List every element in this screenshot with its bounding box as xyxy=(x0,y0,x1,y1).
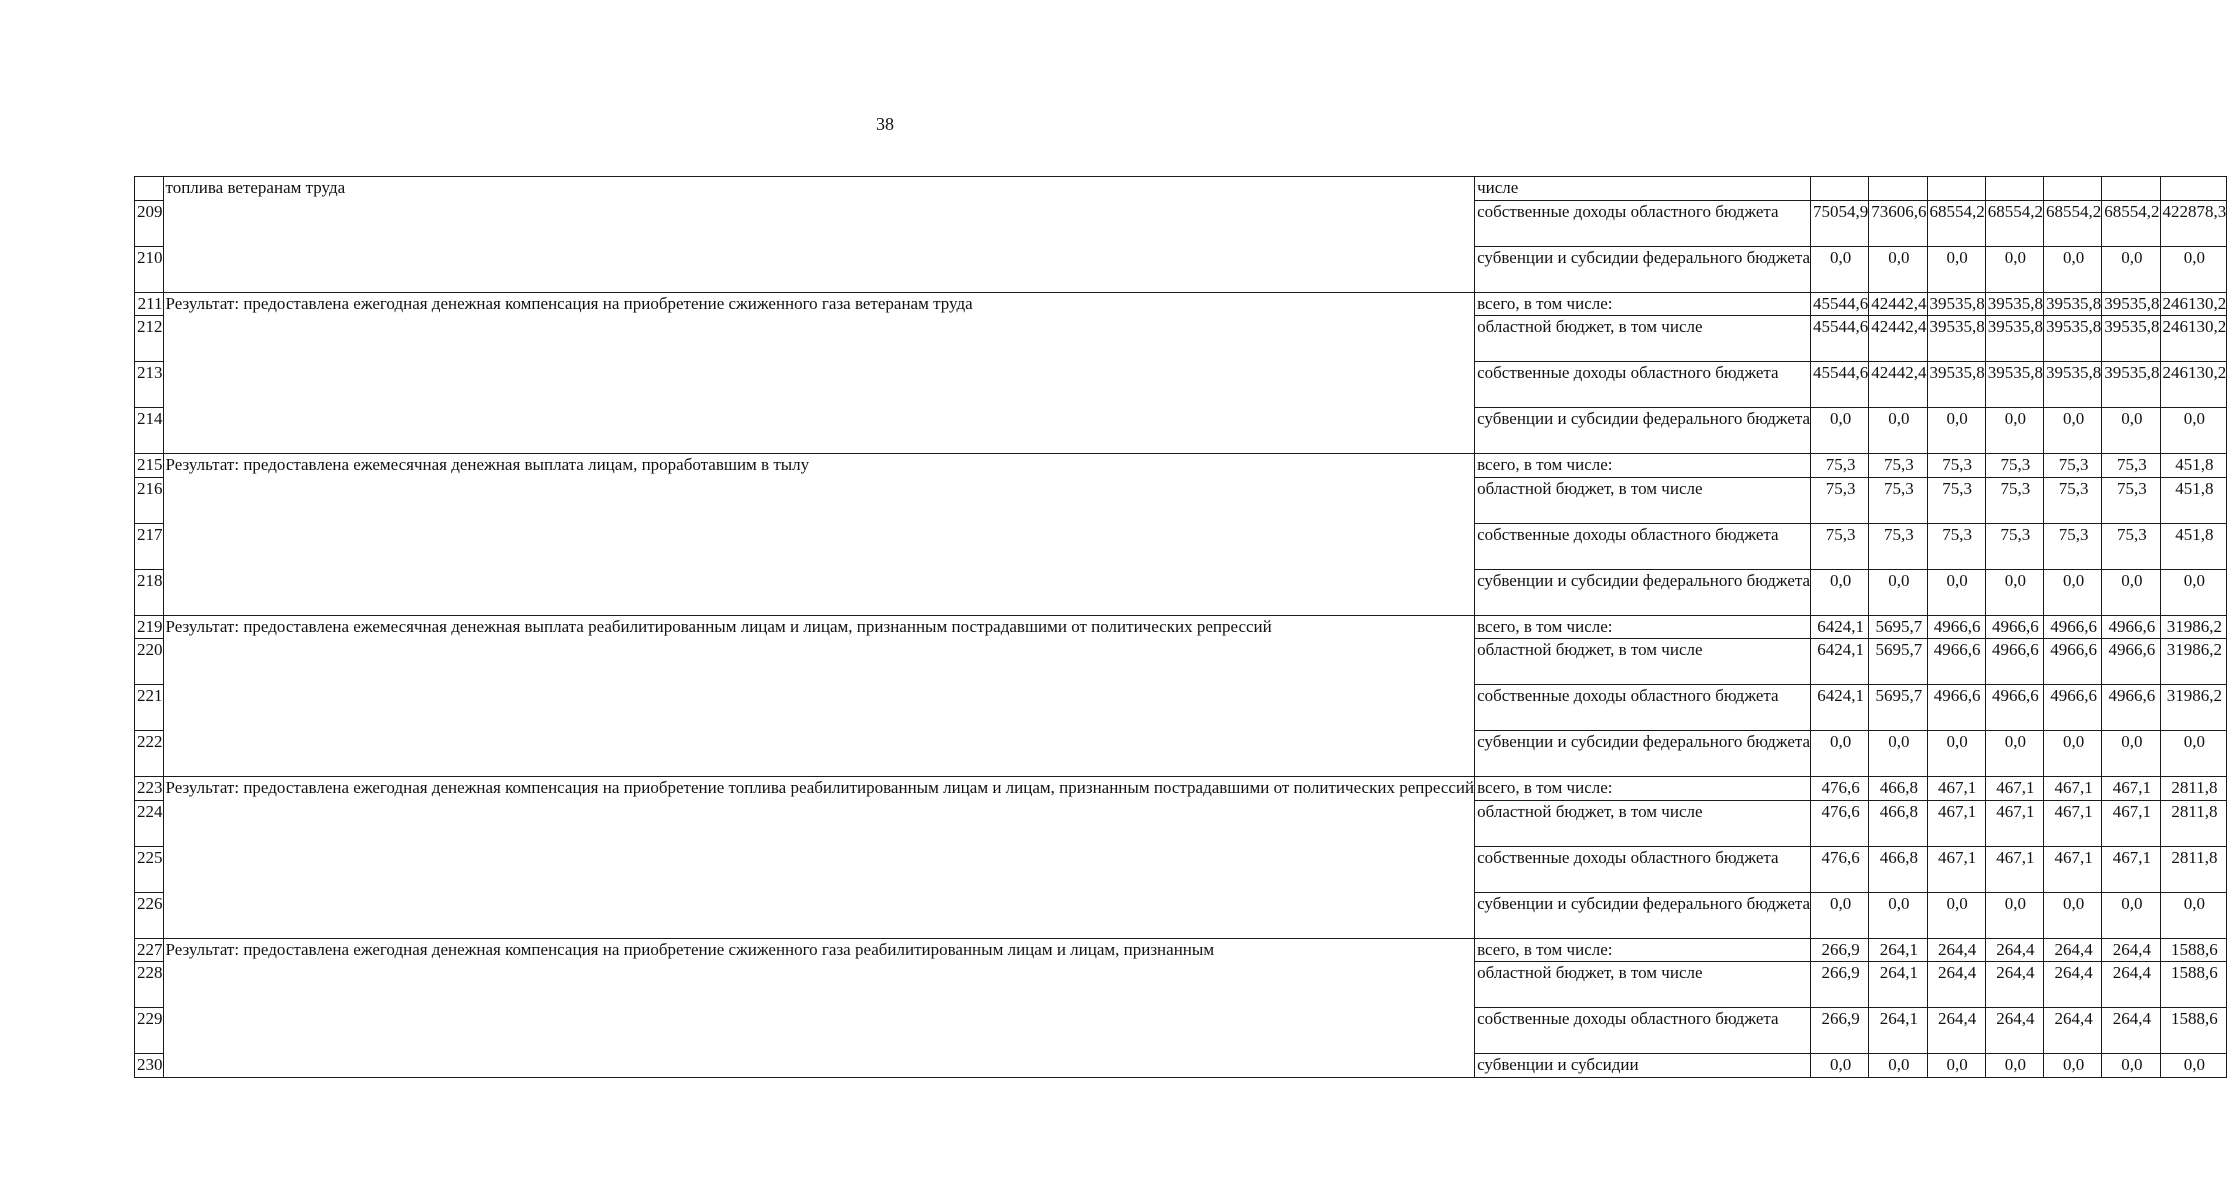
year-value: 75,3 xyxy=(1869,454,1927,478)
year-value: 75,3 xyxy=(1985,454,2043,478)
total-value: 451,8 xyxy=(2160,477,2227,523)
row-number: 230 xyxy=(135,1054,164,1078)
year-value: 264,4 xyxy=(1985,938,2043,962)
row-number: 218 xyxy=(135,569,164,615)
year-value: 0,0 xyxy=(1985,569,2043,615)
result-description: Результат: предоставлена ежегодная денежная компенсация на приобретение топлива реабилитированным лицам и лицам, признанным пострадавшими от политических репрессий xyxy=(163,777,1475,939)
total-value: 31986,2 xyxy=(2160,685,2227,731)
year-value: 75,3 xyxy=(1985,477,2043,523)
year-value: 264,4 xyxy=(2102,938,2160,962)
row-number: 211 xyxy=(135,292,164,316)
funding-source: субвенции и субсидии федерального бюджета xyxy=(1475,246,1811,292)
year-value: 0,0 xyxy=(2102,892,2160,938)
year-value: 476,6 xyxy=(1811,846,1869,892)
year-value: 75,3 xyxy=(1869,523,1927,569)
year-value: 466,8 xyxy=(1869,777,1927,801)
year-value: 4966,6 xyxy=(1927,639,1985,685)
table-row xyxy=(135,292,2227,316)
table-row xyxy=(135,615,2227,639)
year-value: 4966,6 xyxy=(1985,615,2043,639)
row-number: 209 xyxy=(135,200,164,246)
year-value: 75,3 xyxy=(1811,454,1869,478)
year-value: 264,4 xyxy=(1927,1008,1985,1054)
year-value: 0,0 xyxy=(1927,569,1985,615)
year-value: 0,0 xyxy=(1927,408,1985,454)
table-row xyxy=(135,454,2227,478)
year-value: 4966,6 xyxy=(1985,685,2043,731)
year-value: 0,0 xyxy=(1869,569,1927,615)
total-value: 1588,6 xyxy=(2160,962,2227,1008)
year-value: 39535,8 xyxy=(2102,362,2160,408)
total-value: 2811,8 xyxy=(2160,777,2227,801)
year-value: 0,0 xyxy=(2102,408,2160,454)
year-value: 467,1 xyxy=(1927,800,1985,846)
year-value: 75,3 xyxy=(1927,523,1985,569)
funding-source: собственные доходы областного бюджета xyxy=(1475,523,1811,569)
year-value: 4966,6 xyxy=(2102,685,2160,731)
total-value: 0,0 xyxy=(2160,246,2227,292)
year-value: 4966,6 xyxy=(1985,639,2043,685)
table-row xyxy=(135,177,2227,201)
year-value: 0,0 xyxy=(1927,892,1985,938)
result-description: топлива ветеранам труда xyxy=(163,177,1475,293)
year-value: 39535,8 xyxy=(2102,316,2160,362)
year-value xyxy=(2102,177,2160,201)
year-value: 39535,8 xyxy=(1985,292,2043,316)
year-value: 0,0 xyxy=(1811,892,1869,938)
row-number: 220 xyxy=(135,639,164,685)
year-value: 75,3 xyxy=(2102,477,2160,523)
table-row xyxy=(135,938,2227,962)
result-description: Результат: предоставлена ежегодная денежная компенсация на приобретение сжиженного газа реабилитированным лицам и лицам, признанным xyxy=(163,938,1475,1077)
funding-source: субвенции и субсидии xyxy=(1475,1054,1811,1078)
year-value: 0,0 xyxy=(1869,246,1927,292)
year-value: 0,0 xyxy=(2044,569,2102,615)
year-value: 264,1 xyxy=(1869,1008,1927,1054)
year-value: 75,3 xyxy=(2044,454,2102,478)
year-value: 75,3 xyxy=(1927,454,1985,478)
funding-source: собственные доходы областного бюджета xyxy=(1475,362,1811,408)
row-number: 226 xyxy=(135,892,164,938)
year-value: 4966,6 xyxy=(2044,639,2102,685)
total-value: 0,0 xyxy=(2160,892,2227,938)
total-value: 0,0 xyxy=(2160,731,2227,777)
year-value: 467,1 xyxy=(1985,777,2043,801)
year-value: 6424,1 xyxy=(1811,639,1869,685)
year-value: 0,0 xyxy=(1869,892,1927,938)
year-value: 4966,6 xyxy=(1927,685,1985,731)
year-value: 45544,6 xyxy=(1811,316,1869,362)
year-value: 39535,8 xyxy=(2102,292,2160,316)
year-value xyxy=(1869,177,1927,201)
year-value: 68554,2 xyxy=(2044,200,2102,246)
total-value: 246130,2 xyxy=(2160,316,2227,362)
year-value: 0,0 xyxy=(2044,246,2102,292)
funding-source: областной бюджет, в том числе xyxy=(1475,800,1811,846)
year-value: 75,3 xyxy=(1811,523,1869,569)
year-value: 6424,1 xyxy=(1811,615,1869,639)
year-value: 75,3 xyxy=(1869,477,1927,523)
year-value: 264,4 xyxy=(2044,962,2102,1008)
funding-source: субвенции и субсидии федерального бюджета xyxy=(1475,569,1811,615)
row-number: 228 xyxy=(135,962,164,1008)
table-row xyxy=(135,777,2227,801)
row-number: 210 xyxy=(135,246,164,292)
year-value: 73606,6 xyxy=(1869,200,1927,246)
row-number: 213 xyxy=(135,362,164,408)
year-value: 39535,8 xyxy=(1985,316,2043,362)
funding-source: областной бюджет, в том числе xyxy=(1475,639,1811,685)
total-value: 0,0 xyxy=(2160,1054,2227,1078)
year-value: 75,3 xyxy=(1985,523,2043,569)
funding-source: собственные доходы областного бюджета xyxy=(1475,200,1811,246)
year-value: 0,0 xyxy=(1985,1054,2043,1078)
year-value: 264,4 xyxy=(2102,962,2160,1008)
year-value: 264,4 xyxy=(1985,962,2043,1008)
row-number: 215 xyxy=(135,454,164,478)
year-value: 45544,6 xyxy=(1811,292,1869,316)
result-description: Результат: предоставлена ежемесячная денежная выплата лицам, проработавшим в тылу xyxy=(163,454,1475,616)
budget-table xyxy=(134,176,2227,1078)
year-value: 0,0 xyxy=(2044,731,2102,777)
total-value: 0,0 xyxy=(2160,408,2227,454)
row-number: 212 xyxy=(135,316,164,362)
total-value: 451,8 xyxy=(2160,523,2227,569)
total-value: 246130,2 xyxy=(2160,292,2227,316)
year-value: 476,6 xyxy=(1811,777,1869,801)
total-value xyxy=(2160,177,2227,201)
year-value: 0,0 xyxy=(1927,1054,1985,1078)
total-value: 2811,8 xyxy=(2160,800,2227,846)
year-value: 75,3 xyxy=(1927,477,1985,523)
funding-source: всего, в том числе: xyxy=(1475,777,1811,801)
result-description: Результат: предоставлена ежегодная денежная компенсация на приобретение сжиженного газа ветеранам труда xyxy=(163,292,1475,454)
year-value: 4966,6 xyxy=(2102,639,2160,685)
year-value: 75,3 xyxy=(2044,523,2102,569)
year-value: 0,0 xyxy=(1869,1054,1927,1078)
funding-source: субвенции и субсидии федерального бюджета xyxy=(1475,731,1811,777)
year-value: 4966,6 xyxy=(2044,685,2102,731)
year-value: 264,1 xyxy=(1869,938,1927,962)
year-value: 68554,2 xyxy=(1985,200,2043,246)
funding-source: собственные доходы областного бюджета xyxy=(1475,685,1811,731)
total-value: 422878,3 xyxy=(2160,200,2227,246)
year-value: 0,0 xyxy=(1811,569,1869,615)
year-value: 0,0 xyxy=(2102,731,2160,777)
page-number: 38 xyxy=(876,114,894,134)
funding-source: всего, в том числе: xyxy=(1475,292,1811,316)
row-number: 216 xyxy=(135,477,164,523)
year-value: 467,1 xyxy=(2044,846,2102,892)
year-value: 0,0 xyxy=(1927,731,1985,777)
year-value: 0,0 xyxy=(1869,408,1927,454)
total-value: 2811,8 xyxy=(2160,846,2227,892)
year-value: 0,0 xyxy=(1811,408,1869,454)
year-value: 264,1 xyxy=(1869,962,1927,1008)
year-value: 467,1 xyxy=(2044,777,2102,801)
year-value: 42442,4 xyxy=(1869,316,1927,362)
total-value: 1588,6 xyxy=(2160,1008,2227,1054)
year-value xyxy=(1985,177,2043,201)
year-value: 4966,6 xyxy=(2044,615,2102,639)
year-value: 0,0 xyxy=(2102,246,2160,292)
funding-source: областной бюджет, в том числе xyxy=(1475,962,1811,1008)
year-value: 75,3 xyxy=(2044,477,2102,523)
year-value: 476,6 xyxy=(1811,800,1869,846)
funding-source: собственные доходы областного бюджета xyxy=(1475,1008,1811,1054)
year-value: 467,1 xyxy=(1927,777,1985,801)
row-number: 227 xyxy=(135,938,164,962)
total-value: 1588,6 xyxy=(2160,938,2227,962)
year-value: 266,9 xyxy=(1811,1008,1869,1054)
year-value: 45544,6 xyxy=(1811,362,1869,408)
year-value: 75,3 xyxy=(2102,523,2160,569)
row-number: 217 xyxy=(135,523,164,569)
year-value: 466,8 xyxy=(1869,800,1927,846)
table-body xyxy=(135,177,2227,1078)
year-value: 264,4 xyxy=(1927,962,1985,1008)
year-value: 266,9 xyxy=(1811,962,1869,1008)
year-value xyxy=(2044,177,2102,201)
year-value xyxy=(1811,177,1869,201)
year-value: 467,1 xyxy=(2102,846,2160,892)
funding-source: всего, в том числе: xyxy=(1475,938,1811,962)
year-value: 0,0 xyxy=(1811,246,1869,292)
year-value: 39535,8 xyxy=(2044,316,2102,362)
row-number: 221 xyxy=(135,685,164,731)
row-number: 219 xyxy=(135,615,164,639)
funding-source: всего, в том числе: xyxy=(1475,615,1811,639)
year-value: 39535,8 xyxy=(1927,292,1985,316)
year-value: 39535,8 xyxy=(1927,316,1985,362)
year-value: 266,9 xyxy=(1811,938,1869,962)
year-value: 39535,8 xyxy=(1985,362,2043,408)
row-number: 223 xyxy=(135,777,164,801)
year-value: 39535,8 xyxy=(2044,292,2102,316)
total-value: 31986,2 xyxy=(2160,639,2227,685)
year-value: 466,8 xyxy=(1869,846,1927,892)
year-value: 42442,4 xyxy=(1869,292,1927,316)
row-number: 214 xyxy=(135,408,164,454)
funding-source: собственные доходы областного бюджета xyxy=(1475,846,1811,892)
result-description: Результат: предоставлена ежемесячная денежная выплата реабилитированным лицам и лицам, признанным пострадавшими от политических репрессий xyxy=(163,615,1475,777)
year-value: 39535,8 xyxy=(2044,362,2102,408)
year-value: 6424,1 xyxy=(1811,685,1869,731)
year-value: 0,0 xyxy=(1811,731,1869,777)
year-value: 0,0 xyxy=(1927,246,1985,292)
year-value: 467,1 xyxy=(2102,800,2160,846)
row-number xyxy=(135,177,164,201)
row-number: 224 xyxy=(135,800,164,846)
year-value: 75,3 xyxy=(2102,454,2160,478)
year-value: 5695,7 xyxy=(1869,639,1927,685)
funding-source: субвенции и субсидии федерального бюджета xyxy=(1475,408,1811,454)
row-number: 229 xyxy=(135,1008,164,1054)
total-value: 0,0 xyxy=(2160,569,2227,615)
year-value: 264,4 xyxy=(1985,1008,2043,1054)
year-value: 0,0 xyxy=(2044,892,2102,938)
year-value: 264,4 xyxy=(2044,938,2102,962)
funding-source: числе xyxy=(1475,177,1811,201)
year-value: 0,0 xyxy=(1985,246,2043,292)
year-value: 0,0 xyxy=(1985,408,2043,454)
year-value: 264,4 xyxy=(2044,1008,2102,1054)
year-value: 0,0 xyxy=(1869,731,1927,777)
total-value: 31986,2 xyxy=(2160,615,2227,639)
year-value: 264,4 xyxy=(1927,938,1985,962)
year-value: 467,1 xyxy=(1985,846,2043,892)
year-value: 0,0 xyxy=(1985,892,2043,938)
funding-source: областной бюджет, в том числе xyxy=(1475,316,1811,362)
year-value: 4966,6 xyxy=(1927,615,1985,639)
year-value: 467,1 xyxy=(1985,800,2043,846)
year-value: 467,1 xyxy=(2044,800,2102,846)
funding-source: субвенции и субсидии федерального бюджета xyxy=(1475,892,1811,938)
row-number: 225 xyxy=(135,846,164,892)
year-value: 4966,6 xyxy=(2102,615,2160,639)
year-value: 467,1 xyxy=(2102,777,2160,801)
year-value: 0,0 xyxy=(2044,1054,2102,1078)
year-value: 0,0 xyxy=(2102,569,2160,615)
funding-source: областной бюджет, в том числе xyxy=(1475,477,1811,523)
total-value: 246130,2 xyxy=(2160,362,2227,408)
year-value: 42442,4 xyxy=(1869,362,1927,408)
year-value: 0,0 xyxy=(1985,731,2043,777)
year-value: 68554,2 xyxy=(1927,200,1985,246)
year-value: 467,1 xyxy=(1927,846,1985,892)
total-value: 451,8 xyxy=(2160,454,2227,478)
year-value: 39535,8 xyxy=(1927,362,1985,408)
year-value: 75054,9 xyxy=(1811,200,1869,246)
year-value: 0,0 xyxy=(2102,1054,2160,1078)
year-value: 68554,2 xyxy=(2102,200,2160,246)
year-value xyxy=(1927,177,1985,201)
funding-source: всего, в том числе: xyxy=(1475,454,1811,478)
year-value: 0,0 xyxy=(1811,1054,1869,1078)
year-value: 5695,7 xyxy=(1869,685,1927,731)
row-number: 222 xyxy=(135,731,164,777)
year-value: 5695,7 xyxy=(1869,615,1927,639)
year-value: 264,4 xyxy=(2102,1008,2160,1054)
year-value: 75,3 xyxy=(1811,477,1869,523)
year-value: 0,0 xyxy=(2044,408,2102,454)
